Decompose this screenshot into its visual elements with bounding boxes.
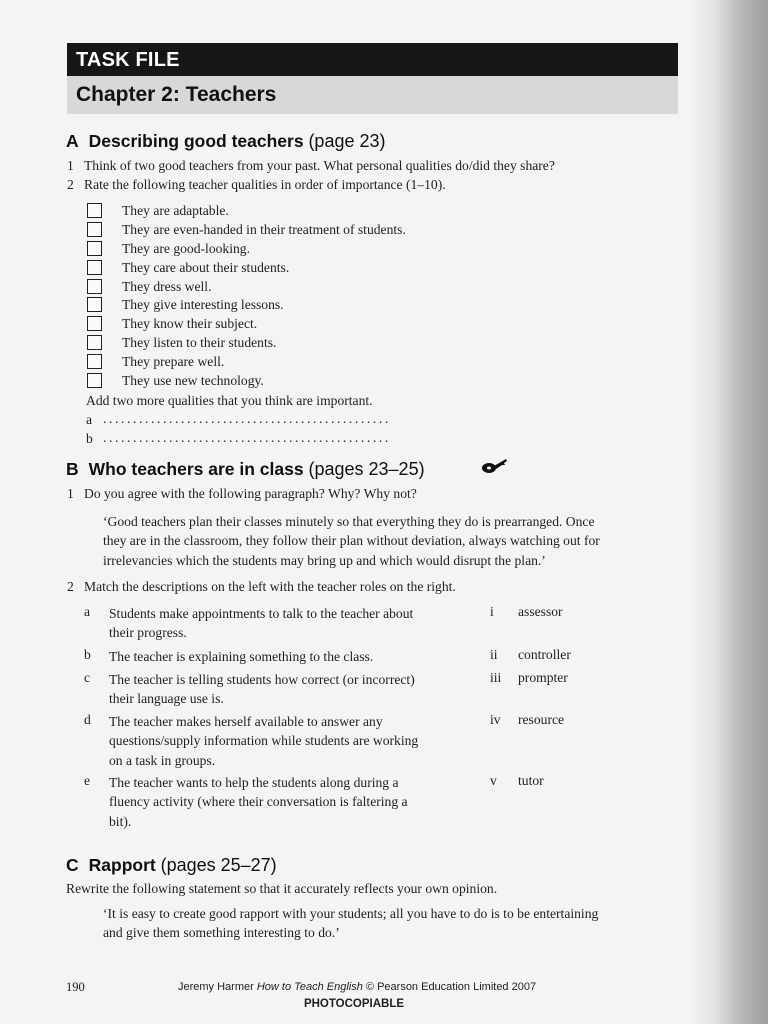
footer-credit: Jeremy Harmer How to Teach English © Pearson Education Limited 2007 (178, 981, 537, 993)
answer-blank-a[interactable]: ................................................ (103, 411, 391, 426)
section-letter: A (66, 131, 79, 151)
question-text: Do you agree with the following paragraph? Why? Why not? (84, 486, 417, 501)
question-text: Match the descriptions on the left with the teacher roles on the right. (84, 579, 456, 594)
checkbox[interactable] (87, 354, 102, 369)
section-pages: (page 23) (308, 131, 386, 151)
checkbox[interactable] (87, 203, 102, 218)
quote-paragraph: ‘Good teachers plan their classes minutely so that everything they do is prearranged. Once they are in the classroom, they follow their plan without deviation, always watching out for irrelevancies which the students may bring up and which would disrupt the plan.’ (103, 514, 600, 568)
question-number: 2 (67, 579, 74, 594)
checkbox[interactable] (87, 260, 102, 275)
checkbox[interactable] (87, 373, 102, 388)
checkbox[interactable] (87, 335, 102, 350)
section-a-heading (66, 131, 386, 152)
page-number: 190 (66, 980, 85, 994)
instruction-text: Rewrite the following statement so that it accurately reflects your own opinion. (66, 881, 498, 896)
section-c-heading (66, 855, 277, 876)
blank-label: a (86, 412, 93, 427)
checkbox[interactable] (87, 241, 102, 256)
section-pages: (pages 25–27) (160, 855, 277, 875)
document-page: TASK FILE Chapter 2: Teachers A Describing good teachers (page 23) 1 Think of two good teachers from your past. What personal qualities do/did they share? 2 Rate the following teacher qualities in order of importance (1–10). They are adaptable. They are even-handed in their treatment of students. They are good-looking. They care about their students. They dress well. They give interesting lessons. They know their subject. They listen to their students. They prepare well. They use new technology. Add two more qualities that you think are important. a ................................................ b ................................................ B Who teachers are in class (pages 23–25) 1 Do you agree with the following paragraph? Why? Why not? ‘Good teachers plan their classes minutely so that everything they do is prearranged. Once they are in the classroom, they follow their plan without deviation, always watching out for irrelevancies which the students may bring up and which would disrupt the plan.’ 2 Match the descriptions on the left with the teacher roles on the right. a Students make appointments to talk to the teacher about their progress. i assessor b The teacher is explaining something to the class. ii controller c The teacher is telling students how correct (or incorrect) their language use is. iii prompter d The teacher makes herself available to answer any questions/supply information while students are working on a task in groups. iv resource e The teacher wants to help the students along during a fluency activity (where their conversation is faltering a bit). v tutor C Rapport (pages 25–27) Rewrite the following statement so that it accurately reflects your own opinion. ‘It is easy to create good rapport with your students; all you have to do is to be entertaining and give them something interesting to do.’ 190 Jeremy Harmer How to Teach English © Pearson Education Limited 2007 PHOTOCOPIABLE (0, 0, 768, 1024)
question-text: Think of two good teachers from your past. What personal qualities do/did they share? (84, 158, 555, 173)
section-title: Rapport (88, 855, 156, 875)
question-number: 1 (67, 158, 74, 173)
section-letter: C (66, 855, 79, 875)
question-number: 1 (67, 486, 74, 501)
checkbox[interactable] (87, 222, 102, 237)
checkbox[interactable] (87, 279, 102, 294)
section-title: Describing good teachers (88, 131, 304, 151)
task-file-banner: TASK FILE (67, 43, 678, 76)
checkbox[interactable] (87, 316, 102, 331)
answer-blank-b[interactable]: ................................................ (103, 430, 391, 445)
add-more-instruction: Add two more qualities that you think are important. (86, 393, 373, 408)
photocopiable-label: PHOTOCOPIABLE (303, 998, 405, 1010)
key-icon (480, 456, 510, 476)
section-title: Who teachers are in class (88, 459, 304, 479)
section-b-heading (66, 459, 425, 480)
checkbox[interactable] (87, 297, 102, 312)
section-letter: B (66, 459, 79, 479)
chapter-title: Chapter 2: Teachers (67, 76, 678, 114)
question-number: 2 (67, 177, 74, 192)
section-pages: (pages 23–25) (308, 459, 425, 479)
quote-paragraph: ‘It is easy to create good rapport with your students; all you have to do is to be entertaining and give them something interesting to do.’ (103, 906, 599, 941)
question-text: Rate the following teacher qualities in order of importance (1–10). (84, 177, 446, 192)
blank-label: b (86, 431, 93, 446)
